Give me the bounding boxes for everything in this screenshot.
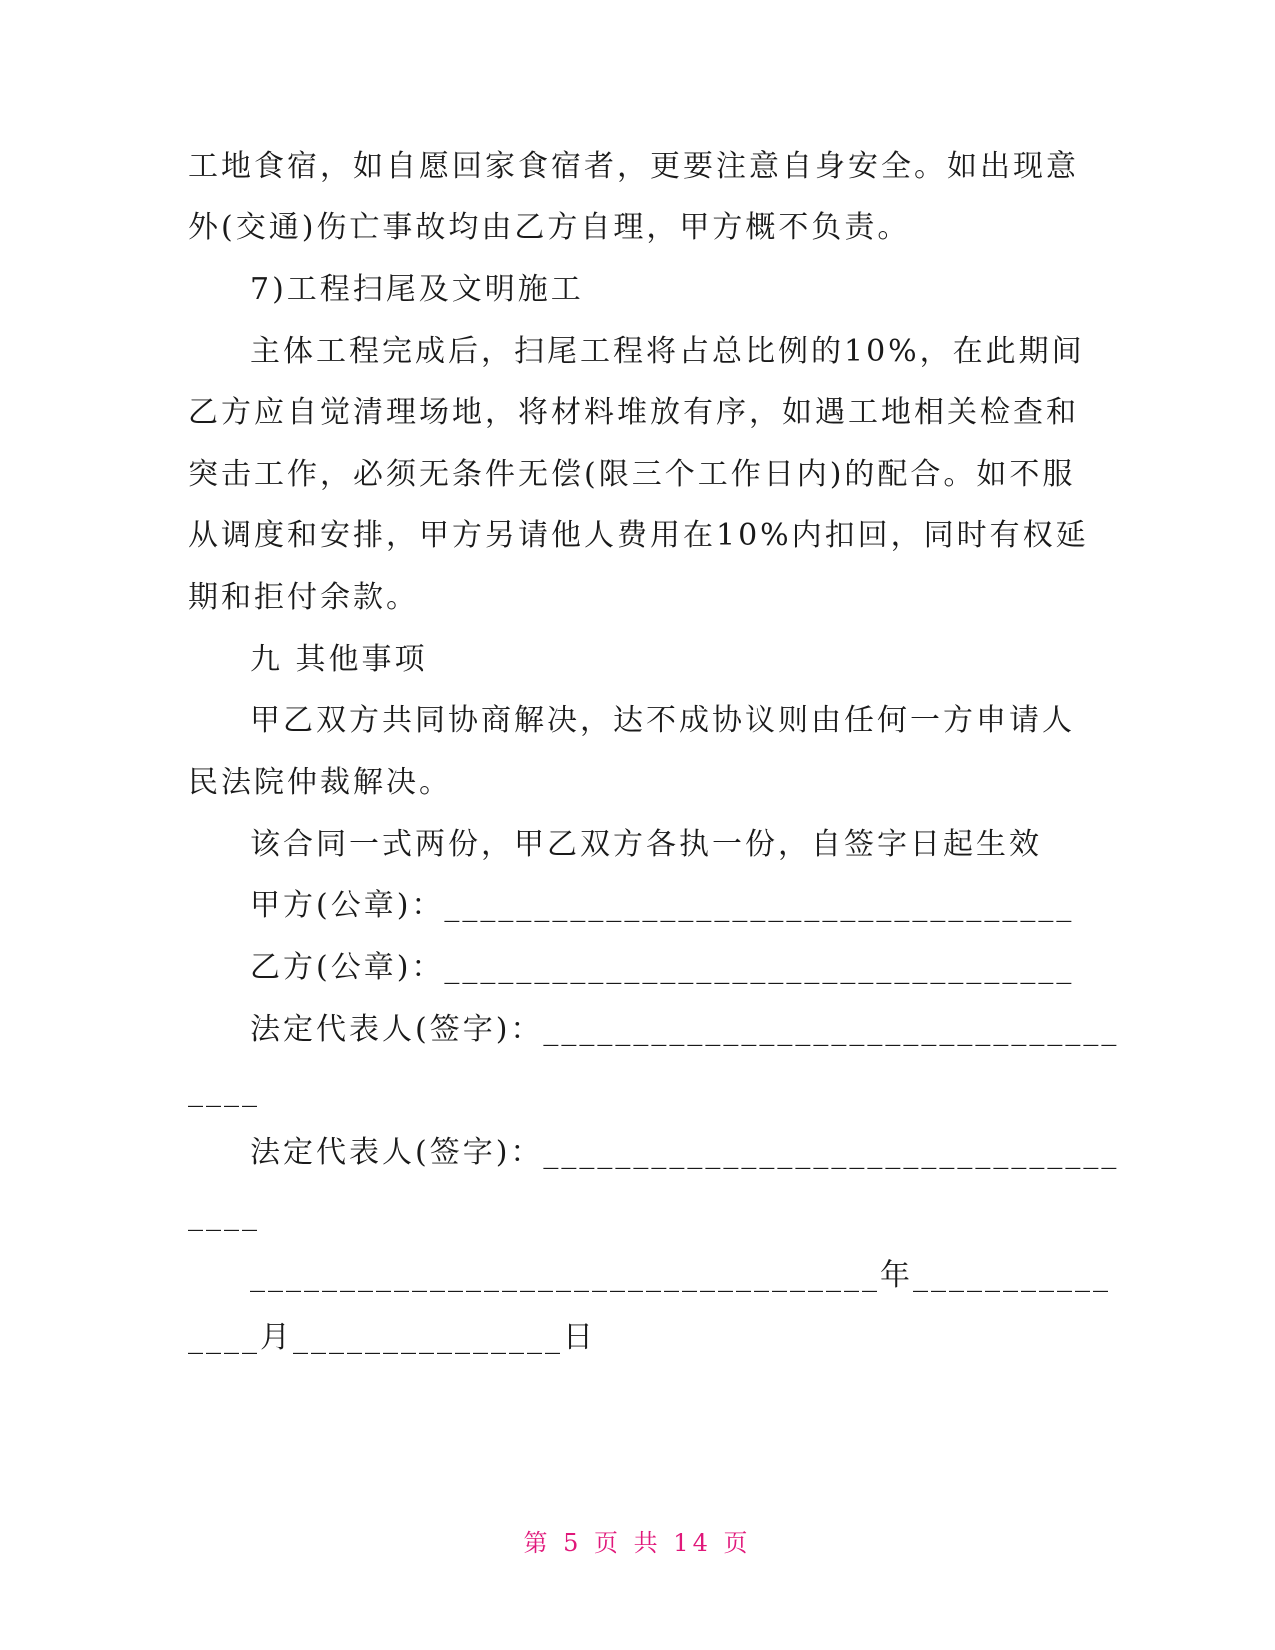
section-heading: 7)工程扫尾及文明施工 (250, 272, 584, 307)
text-line: 从调度和安排，甲方另请他人费用在10%内扣回，同时有权延 (188, 518, 1089, 553)
text-line: 突击工作，必须无条件无偿(限三个工作日内)的配合。如不服 (188, 457, 1076, 492)
section-heading: 九 其他事项 (250, 642, 428, 677)
date-line: ___________________________________年___________ (250, 1258, 1111, 1293)
date-line-continuation: ____月_______________日 (188, 1320, 596, 1355)
text-line: 主体工程完成后，扫尾工程将占总比例的10%，在此期间 (250, 334, 1085, 369)
text-line: 期和拒付余款。 (188, 580, 419, 615)
text-line: 工地食宿，如自愿回家食宿者，更要注意自身安全。如出现意 (188, 149, 1079, 184)
legal-rep-signature-line: 法定代表人(签字)：________________________________ (250, 1135, 1120, 1170)
signature-line-continuation: ____ (188, 1197, 260, 1232)
text-line: 外(交通)伤亡事故均由乙方自理，甲方概不负责。 (188, 210, 911, 245)
text-line: 该合同一式两份，甲乙双方各执一份，自签字日起生效 (250, 827, 1042, 862)
party-b-seal-line: 乙方(公章)：___________________________________ (250, 950, 1075, 985)
text-line: 乙方应自觉清理场地，将材料堆放有序，如遇工地相关检查和 (188, 395, 1079, 430)
text-line: 民法院仲裁解决。 (188, 765, 452, 800)
signature-line-continuation: ____ (188, 1073, 260, 1108)
page-number-footer: 第 5 页 共 14 页 (523, 1529, 752, 1557)
text-line: 甲乙双方共同协商解决，达不成协议则由任何一方申请人 (250, 703, 1075, 738)
legal-rep-signature-line: 法定代表人(签字)：________________________________ (250, 1012, 1120, 1047)
party-a-seal-line: 甲方(公章)：___________________________________ (250, 888, 1075, 923)
